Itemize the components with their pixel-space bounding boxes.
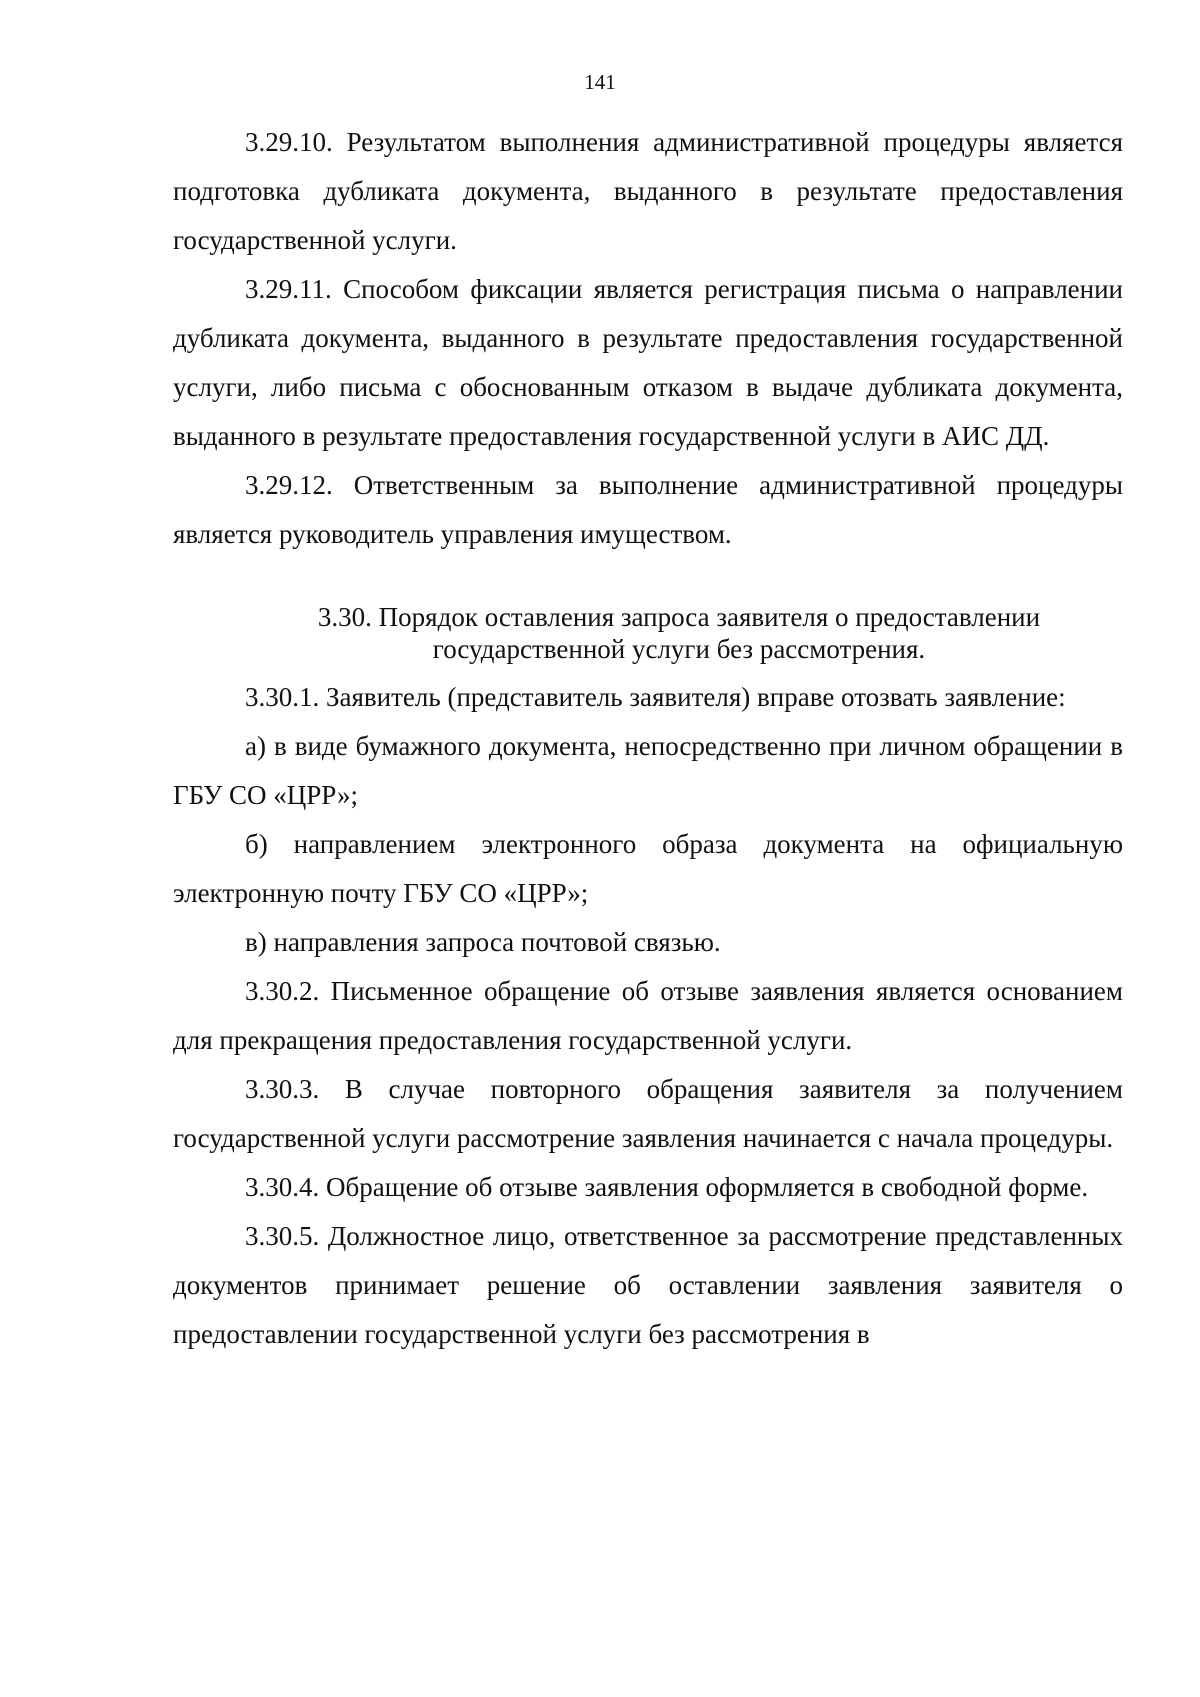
document-body <box>173 118 1123 1359</box>
list-item-b: б) направлением электронного образа документа на официальную электронную почту ГБУ СО «ЦРР»; <box>173 829 1123 908</box>
paragraph-3-29-10: 3.29.10. Результатом выполнения административной процедуры является подготовка дубликата документа, выданного в результате предоставления государственной услуги. <box>173 127 1123 255</box>
paragraph-3-30-2: 3.30.2. Письменное обращение об отзыве заявления является основанием для прекращения предоставления государственной услуги. <box>173 976 1123 1055</box>
section-heading-line-2: государственной услуги без рассмотрения. <box>432 634 926 664</box>
paragraph-3-30-4: 3.30.4. Обращение об отзыве заявления оформляется в свободной форме. <box>245 1172 1089 1202</box>
section-heading-3-30 <box>173 601 1123 665</box>
paragraph-3-30-5: 3.30.5. Должностное лицо, ответственное за рассмотрение представленных документов принимает решение об оставлении заявления заявителя о предоставлении государственной услуги без рассмотрения в <box>173 1221 1123 1349</box>
paragraph-3-29-12: 3.29.12. Ответственным за выполнение административной процедуры является руководитель управления имуществом. <box>173 470 1123 549</box>
list-item-a: а) в виде бумажного документа, непосредственно при личном обращении в ГБУ СО «ЦРР»; <box>173 731 1123 810</box>
paragraph-3-30-1: 3.30.1. Заявитель (представитель заявителя) вправе отозвать заявление: <box>245 682 1066 712</box>
section-heading-line-1: 3.30. Порядок оставления запроса заявителя о предоставлении <box>317 602 1041 632</box>
paragraph-3-30-3: 3.30.3. В случае повторного обращения заявителя за получением государственной услуги рассмотрение заявления начинается с начала процедуры. <box>173 1074 1123 1153</box>
paragraph-3-29-11: 3.29.11. Способом фиксации является регистрация письма о направлении дубликата документа, выданного в результате предоставления государственной услуги, либо письма с обоснованным отказом в выдаче дубликата документа, выданного в результате предоставления государственной услуги в АИС ДД. <box>173 274 1123 451</box>
page-number: 141 <box>584 70 616 94</box>
list-item-v: в) направления запроса почтовой связью. <box>245 927 721 957</box>
